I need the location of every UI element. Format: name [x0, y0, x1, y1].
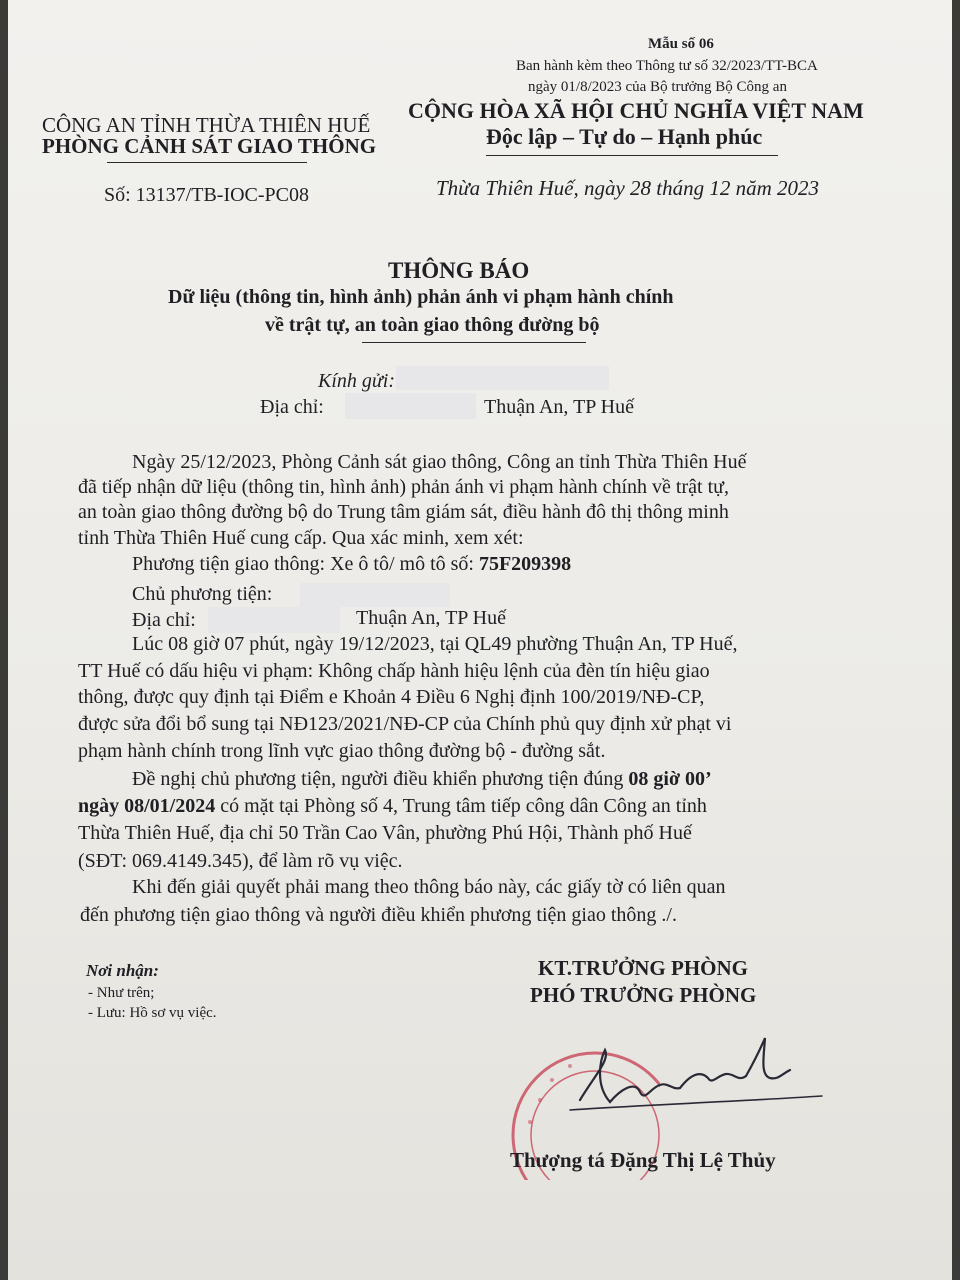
p3-line2-text: có mặt tại Phòng số 4, Trung tâm tiếp công dân Công an tỉnh [220, 795, 707, 817]
department-underline [107, 162, 307, 163]
body-paragraph1-line3: an toàn giao thông đường bộ do Trung tâm giám sát, điều hành đô thị thông minh [78, 501, 729, 523]
body-paragraph1-line2: đã tiếp nhận dữ liệu (thông tin, hình ảnh) phản ánh vi phạm hành chính về trật tự, [78, 476, 729, 498]
document-subtitle-line2: về trật tự, an toàn giao thông đường bộ [265, 314, 600, 336]
body-paragraph2-line2: TT Huế có dấu hiệu vi phạm: Không chấp hành hiệu lệnh của đèn tín hiệu giao [78, 660, 710, 682]
redacted-recipient-name [396, 366, 609, 390]
owner-address-label: Địa chỉ: [132, 609, 196, 631]
body-paragraph3-line2 [78, 795, 707, 818]
agency-name: CÔNG AN TỈNH THỪA THIÊN HUẾ [42, 113, 371, 137]
form-reference-line1: Ban hành kèm theo Thông tư số 32/2023/TT-BCA [516, 58, 818, 74]
owner-label: Chủ phương tiện: [132, 583, 273, 605]
appointment-time: 08 giờ 00’ [628, 768, 712, 790]
owner-address-suffix: Thuận An, TP Huế [356, 607, 506, 629]
body-paragraph3-line3: Thừa Thiên Huế, địa chỉ 50 Trần Cao Vân, phường Phú Hội, Thành phố Huế [78, 822, 692, 844]
handwritten-signature [550, 1030, 830, 1130]
body-paragraph1-line1: Ngày 25/12/2023, Phòng Cảnh sát giao thông, Công an tỉnh Thừa Thiên Huế [132, 451, 747, 473]
body-paragraph2-line4: được sửa đổi bổ sung tại NĐ123/2021/NĐ-CP của Chính phủ quy định xử phạt vi [78, 713, 732, 735]
body-paragraph1-line4: tỉnh Thừa Thiên Huế cung cấp. Qua xác minh, xem xét: [78, 527, 524, 549]
vehicle-label: Phương tiện giao thông: Xe ô tô/ mô tô số: [132, 553, 474, 575]
document-title: THÔNG BÁO [388, 258, 530, 283]
document-number: Số: 13137/TB-IOC-PC08 [104, 184, 310, 206]
redacted-owner-address [208, 607, 340, 633]
redacted-owner-name [300, 583, 450, 607]
body-paragraph3-line4: (SĐT: 069.4149.345), để làm rõ vụ việc. [78, 850, 403, 872]
redacted-recipient-address [345, 393, 476, 419]
department-name: PHÒNG CẢNH SÁT GIAO THÔNG [42, 134, 377, 158]
document-subtitle-line1: Dữ liệu (thông tin, hình ảnh) phản ánh vi phạm hành chính [168, 286, 674, 308]
vehicle-plate: 75F209398 [478, 553, 572, 575]
recipient-greeting: Kính gửi: [318, 370, 396, 392]
appointment-date: ngày 08/01/2024 [78, 795, 216, 817]
body-paragraph2-line1: Lúc 08 giờ 07 phút, ngày 19/12/2023, tại QL49 phường Thuận An, TP Huế, [132, 633, 738, 655]
body-paragraph4-line1: Khi đến giải quyết phải mang theo thông báo này, các giấy tờ có liên quan [132, 876, 726, 898]
form-number: Mẫu số 06 [648, 36, 714, 52]
place-and-date: Thừa Thiên Huế, ngày 28 tháng 12 năm 2023 [436, 176, 820, 200]
form-reference-line2: ngày 01/8/2023 của Bộ trưởng Bộ Công an [528, 79, 787, 95]
body-paragraph2-line5: phạm hành chính trong lĩnh vực giao thông đường bộ - đường sắt. [78, 740, 606, 762]
signer-name: Thượng tá Đặng Thị Lệ Thủy [510, 1148, 776, 1172]
p3-line1-text: Đề nghị chủ phương tiện, người điều khiển phương tiện đúng [132, 768, 624, 790]
recipients-title: Nơi nhận: [86, 961, 159, 980]
recipients-item1: - Như trên; [88, 985, 155, 1001]
recipient-address-label: Địa chỉ: [260, 396, 324, 418]
motto-underline [486, 155, 778, 156]
signature-role2: PHÓ TRƯỞNG PHÒNG [530, 983, 757, 1007]
nation-motto: Độc lập – Tự do – Hạnh phúc [486, 124, 763, 149]
recipients-item2: - Lưu: Hồ sơ vụ việc. [88, 1005, 217, 1021]
body-paragraph2-line3: thông, được quy định tại Điểm e Khoản 4 Điều 6 Nghị định 100/2019/NĐ-CP, [78, 686, 705, 708]
signature-role1: KT.TRƯỞNG PHÒNG [538, 956, 748, 980]
recipient-address-suffix: Thuận An, TP Huế [484, 396, 634, 418]
body-paragraph3-line1 [132, 768, 712, 791]
vehicle-info-line [132, 553, 571, 576]
nation-name: CỘNG HÒA XÃ HỘI CHỦ NGHĨA VIỆT NAM [408, 98, 864, 123]
title-underline [362, 342, 586, 343]
body-paragraph4-line2: đến phương tiện giao thông và người điều khiển phương tiện giao thông ./. [80, 904, 677, 926]
